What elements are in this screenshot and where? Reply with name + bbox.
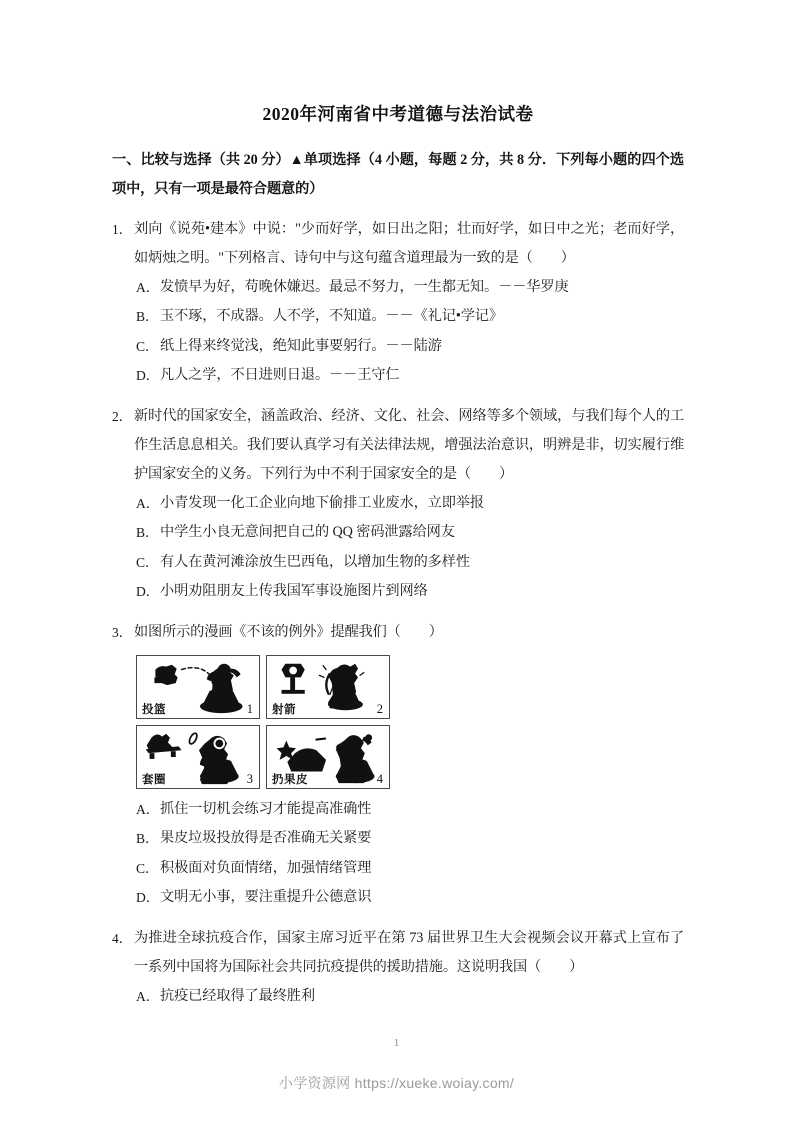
question-3-option-c[interactable] — [112, 854, 684, 884]
option-text: 玉不琢，不成器。人不学，不知道。－－《礼记•学记》 — [160, 308, 503, 325]
comic-figure — [136, 655, 684, 789]
question-4-stem — [112, 924, 684, 982]
option-text: 抗疫已经取得了最终胜利 — [160, 987, 315, 1004]
question-1-option-a[interactable] — [112, 273, 684, 303]
comic-panel-1 — [136, 655, 260, 719]
question-1-option-d[interactable] — [112, 361, 684, 391]
option-letter: A． — [136, 988, 160, 1004]
comic-panel-3 — [136, 725, 260, 789]
question-1-text: 刘向《说苑•建本》中说："少而好学，如日出之阳；壮而好学，如日中之光；老而好学，如炳烛之明。"下列格言、诗句中与这句蕴含道理最为一致的是（ ） — [134, 220, 684, 266]
question-1 — [112, 215, 684, 391]
option-letter: B． — [136, 831, 159, 847]
comic-panel-2-index: 2 — [376, 701, 383, 716]
option-text: 小明劝阻朋友上传我国军事设施图片到网络 — [160, 583, 428, 600]
option-text: 果皮垃圾投放得是否准确无关紧要 — [160, 830, 372, 847]
option-letter: B． — [136, 525, 159, 541]
page-number: 1 — [393, 1037, 400, 1049]
comic-panel-1-caption: 投篮 — [142, 703, 166, 716]
option-text: 积极面对负面情绪，加强情绪管理 — [160, 859, 372, 876]
question-3-stem — [112, 618, 684, 647]
question-4-number: 4． — [112, 930, 133, 946]
comic-panel-4 — [266, 725, 390, 789]
question-1-option-c[interactable] — [112, 332, 684, 362]
question-1-option-b[interactable] — [112, 302, 684, 332]
question-1-number: 1． — [112, 221, 133, 237]
question-3-text: 如图所示的漫画《不该的例外》提醒我们（ ） — [134, 623, 443, 640]
site-watermark: 小学资源网 https://xueke.woiay.com/ — [278, 1075, 515, 1091]
question-2-options — [112, 489, 684, 607]
comic-grid — [136, 655, 684, 789]
comic-panel-2-caption: 射箭 — [272, 703, 296, 716]
option-text: 有人在黄河滩涂放生巴西龟，以增加生物的多样性 — [160, 553, 470, 570]
option-letter: D． — [136, 890, 160, 906]
option-letter: D． — [136, 368, 160, 384]
question-2-option-d[interactable] — [112, 577, 684, 607]
question-2-number: 2． — [112, 408, 133, 424]
question-4 — [112, 924, 684, 1012]
question-3-option-a[interactable] — [112, 795, 684, 825]
question-4-text: 为推进全球抗疫合作，国家主席习近平在第 73 届世界卫生大会视频会议开幕式上宣布了一系列中国将为国际社会共同抗疫提供的援助措施。这说明我国（ ） — [134, 929, 684, 975]
option-letter: D． — [136, 584, 160, 600]
comic-panel-1-index: 1 — [246, 701, 253, 716]
question-1-options — [112, 273, 684, 391]
option-letter: C． — [136, 338, 159, 354]
question-2-stem — [112, 402, 684, 489]
section-heading: 一、比较与选择（共 20 分）▲单项选择（4 小题，每题 2 分，共 8 分．下列每小题的四个选项中，只有一项是最符合题意的） — [112, 151, 684, 197]
page-title: 2020年河南省中考道德与法治试卷 — [262, 104, 534, 124]
question-1-stem — [112, 215, 684, 273]
question-2-option-a[interactable] — [112, 489, 684, 519]
option-letter: A． — [136, 279, 160, 295]
question-2-option-c[interactable] — [112, 548, 684, 578]
option-text: 发愤早为好，苟晚休嫌迟。最忌不努力，一生都无知。－－华罗庚 — [160, 278, 569, 295]
question-2 — [112, 402, 684, 607]
comic-panel-4-index: 4 — [376, 771, 383, 786]
question-4-option-a[interactable] — [112, 982, 684, 1012]
question-2-text: 新时代的国家安全，涵盖政治、经济、文化、社会、网络等多个领域，与我们每个人的工作生活息息相关。我们要认真学习有关法律法规，增强法治意识，明辨是非，切实履行维护国家安全的义务。下列行为中不利于国家安全的是（ ） — [134, 407, 684, 482]
option-letter: C． — [136, 554, 159, 570]
option-text: 中学生小良无意间把自己的 QQ 密码泄露给网友 — [160, 524, 455, 541]
question-4-options — [112, 982, 684, 1012]
comic-panel-4-caption: 扔果皮 — [272, 773, 308, 786]
option-letter: C． — [136, 860, 159, 876]
option-letter: B． — [136, 309, 159, 325]
option-text: 抓住一切机会练习才能提高准确性 — [160, 800, 372, 817]
option-text: 小青发现一化工企业向地下偷排工业废水，立即举报 — [160, 494, 485, 511]
option-text: 纸上得来终觉浅，绝知此事要躬行。－－陆游 — [160, 337, 442, 354]
option-letter: A． — [136, 495, 160, 511]
comic-panel-3-index: 3 — [246, 771, 253, 786]
option-text: 文明无小事，要注重提升公德意识 — [160, 889, 372, 906]
question-3-option-d[interactable] — [112, 883, 684, 913]
page-content — [112, 0, 684, 1011]
option-text: 凡人之学，不日进则日退。－－王守仁 — [160, 367, 400, 384]
question-3-option-b[interactable] — [112, 824, 684, 854]
option-letter: A． — [136, 801, 160, 817]
question-3-options — [112, 795, 684, 913]
question-3 — [112, 618, 684, 913]
comic-panel-3-caption: 套圈 — [142, 773, 166, 786]
comic-panel-2 — [266, 655, 390, 719]
question-3-number: 3． — [112, 624, 133, 640]
question-2-option-b[interactable] — [112, 518, 684, 548]
